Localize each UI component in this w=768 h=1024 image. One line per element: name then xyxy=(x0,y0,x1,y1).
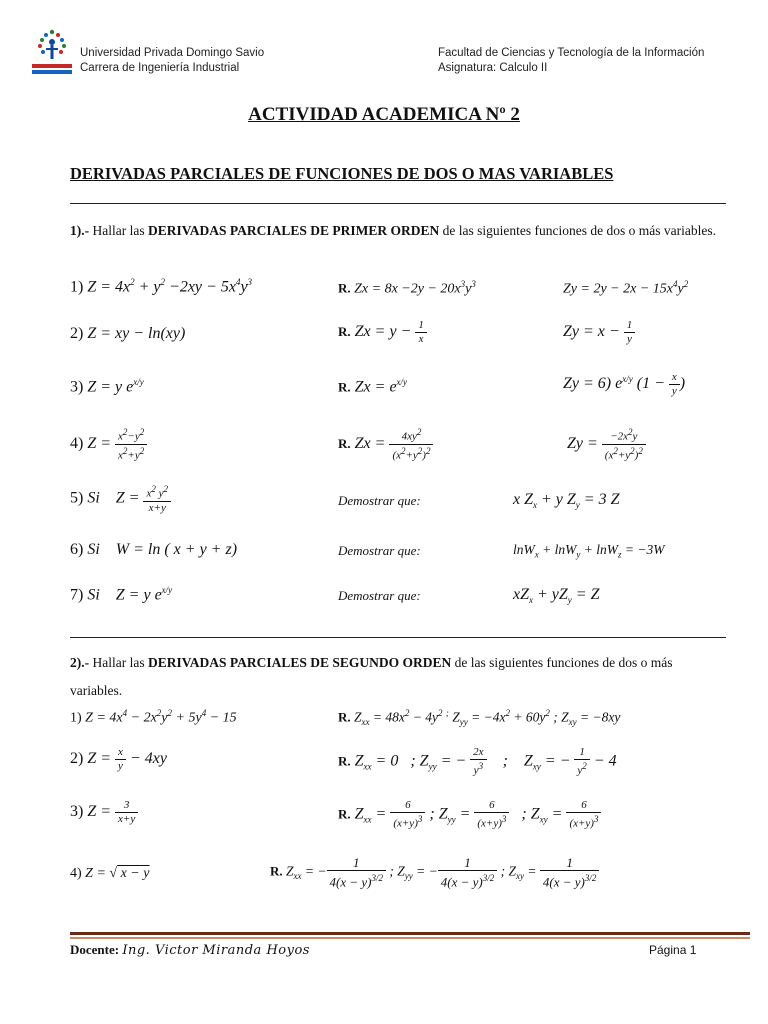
faculty-name: Facultad de Ciencias y Tecnología de la Información xyxy=(438,47,705,59)
prove-label: Demostrar que: xyxy=(338,493,421,508)
page-subtitle: DERIVADAS PARCIALES DE FUNCIONES DE DOS O MAS VARIABLES xyxy=(70,164,614,183)
university-name: Universidad Privada Domingo Savio xyxy=(80,47,265,59)
section1-instructions xyxy=(70,217,726,245)
answer-2-3: R. $Z_{xx}$ = $\frac{6}{(x+y)^3}$ ; $Z_{yy}$ = $\frac{6}{(x+y)^3}$ ; $Z_{xy}$ = $\frac{6}{(x+y)^3}$ xyxy=(338,799,601,831)
exercise-1-5: 5) Si Z = $\frac{x^2 y^2}{x+y}$ xyxy=(70,483,171,515)
answer-1-2-zx: R. Zx = y − $\frac{1}{x}$ xyxy=(338,319,427,346)
section2-instructions xyxy=(70,649,726,705)
answer-1-4-zx: R. Zx = $\frac{4xy^2}{(x^2+y^2)^2}$ xyxy=(338,426,433,462)
footer-bar xyxy=(70,932,750,935)
answer-label: R. xyxy=(338,280,351,296)
exercise-2-3: 3) Z = $\frac{3}{x+y}$ xyxy=(70,799,138,826)
divider xyxy=(70,203,726,204)
prove-label: Demostrar que: xyxy=(338,543,421,558)
subject-name: Asignatura: Calculo II xyxy=(438,62,548,74)
exercise-1-6: 6) Si W = ln ( x + y + z) xyxy=(70,541,238,558)
answer-label: R. xyxy=(338,435,351,451)
section1-bold: DERIVADAS PARCIALES DE PRIMER ORDEN xyxy=(147,223,440,238)
answer-label: R. xyxy=(270,863,283,879)
section2-prefix: 2).- xyxy=(70,655,90,670)
answer-label: R. xyxy=(338,806,351,822)
answer-1-1-zx: R. $Zx = 8x -2y - 20x^3y^3$ xyxy=(338,279,476,297)
divider xyxy=(70,637,726,638)
section2-text-after: de las siguientes funciones de dos o más variables. xyxy=(70,655,673,698)
exercise-1-1: 1) $Z = 4x^2 + y^2 -2xy - 5x^4y^3$ xyxy=(70,277,253,296)
docente-label: Docente: xyxy=(70,942,120,957)
exercise-2-4: 4) Z = √ x − y xyxy=(70,866,150,881)
exercise-2-2: 2) Z = $\frac{x}{y}$ − 4xy xyxy=(70,746,167,772)
exercise-1-3: 3) Z = y $e^{x/y}$ xyxy=(70,377,144,396)
docente-name: Ing. Victor Miranda Hoyos xyxy=(122,943,310,958)
answer-1-3-zy: Zy = 6) $e^{x/y}$ (1 − $\frac{x}{y}$ ) xyxy=(563,371,686,397)
answer-1-3-zx: R. $Zx = e^{x/y}$ xyxy=(338,377,408,396)
answer-2-2: R. $Z_{xx} = 0$ ; $Z_{yy}$ = − $\frac{2x}{y^3}$ ; $Z_{xy}$ = − $\frac{1}{y^2}$ − 4 xyxy=(338,746,617,777)
footer-docente xyxy=(70,942,310,958)
page-title: ACTIVIDAD ACADEMICA Nº 2 xyxy=(248,104,520,125)
answer-2-4: R. $Z_{xx}$ = − $\frac{1}{4(x - y)^{3/2}}$ ; $Z_{yy}$ = − $\frac{1}{4(x - y)^{3/2}}$ ; $Z_{xy}$ = $\frac{1}{4(x - y)^{3/2}}$ xyxy=(270,855,599,889)
answer-1-4-zy: Zy = $\frac{-2x^2y}{(x^2+y^2)^2}$ xyxy=(567,426,646,462)
answer-label: R. xyxy=(338,324,351,340)
career-name: Carrera de Ingeniería Industrial xyxy=(80,62,240,74)
section1-prefix: 1).- xyxy=(70,223,90,238)
answer-label: R. xyxy=(338,709,351,725)
section1-text: Hallar las xyxy=(89,223,148,238)
exercise-1-2: 2) Z = xy − ln(xy) xyxy=(70,325,186,342)
answer-label: R. xyxy=(338,379,351,395)
header-right xyxy=(438,46,704,76)
exercise-2-1: 1) $Z = 4x^4 - 2x^2y^2 + 5y^4 - 15$ xyxy=(70,708,237,726)
exercise-1-4: 4) Z = $\frac{x^2-y^2}{x^2+y^2}$ xyxy=(70,426,147,462)
header-left xyxy=(80,46,264,76)
section2-bold: DERIVADAS PARCIALES DE SEGUNDO ORDEN xyxy=(147,655,452,670)
university-logo xyxy=(30,28,74,78)
answer-2-1: R. $Z_{xx} = 48x^2 - 4y^2$ ; $Z_{yy} = -4x^2 + 60y^2$ ; $Z_{xy} = -8xy$ xyxy=(338,708,621,728)
answer-1-1-zy: $Zy = 2y - 2x - 15x^4y^2$ xyxy=(563,279,689,297)
answer-label: R. xyxy=(338,753,351,769)
prove-1-6: lnW$_x$ + lnW$_y$ + lnW$_z$ = −3W xyxy=(513,542,665,560)
prove-1-5: x $Z_x + y$ $Z_y = 3$ Z xyxy=(513,491,620,511)
section2-text: Hallar las xyxy=(89,655,148,670)
prove-1-7: $xZ_x + yZ_y = Z$ xyxy=(513,586,600,606)
answer-1-2-zy: Zy = x − $\frac{1}{y}$ xyxy=(563,319,635,346)
prove-label: Demostrar que: xyxy=(338,588,421,603)
exercise-1-7: 7) Si Z = y $e^{x/y}$ xyxy=(70,585,173,604)
section1-text-after: de las siguientes funciones de dos o más variables. xyxy=(439,223,716,238)
page-number: Página 1 xyxy=(649,943,697,957)
footer-bar xyxy=(70,937,750,939)
